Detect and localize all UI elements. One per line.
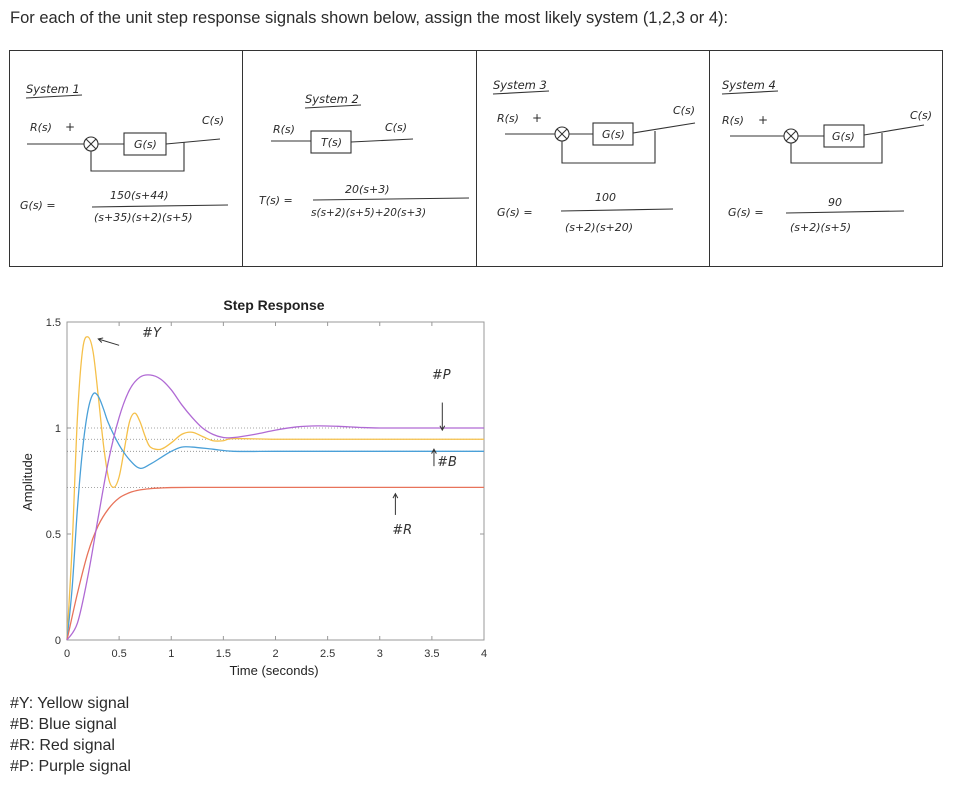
input-label: R(s) [721, 114, 744, 127]
plot-frame [67, 322, 484, 640]
x-tick-label: 0 [63, 648, 71, 660]
system-1-cell [10, 51, 243, 266]
question-text: For each of the unit step response signals shown below, assign the most likely system (1,2,3 or 4): [10, 9, 729, 27]
annotation-r: #R [392, 523, 413, 538]
y-tick-label: 1.5 [45, 317, 61, 329]
tf-numerator: 150(s+44) [110, 189, 169, 202]
sum-sign: + [757, 113, 768, 127]
x-axis-label: Time (seconds) [229, 663, 319, 678]
sum-sign: + [531, 111, 542, 125]
input-label: R(s) [30, 121, 52, 134]
block-label: G(s) [831, 130, 855, 143]
legend-item-blue: #B: Blue signal [10, 716, 117, 733]
system-title: System 4 [721, 78, 776, 92]
x-tick-label: 4 [480, 648, 488, 660]
tf-denominator: (s+35)(s+2)(s+5) [94, 211, 193, 224]
system-2-cell [243, 51, 476, 266]
legend-item-yellow: #Y: Yellow signal [10, 695, 130, 712]
input-label: R(s) [273, 123, 296, 136]
annotation-y: #Y [142, 325, 161, 341]
x-tick-label: 2 [272, 648, 279, 660]
step-response-chart [0, 290, 520, 690]
tf-lhs: G(s) = [496, 206, 533, 219]
output-label: C(s) [672, 104, 695, 117]
block-label: G(s) [134, 138, 157, 151]
tf-lhs: T(s) = [259, 194, 293, 207]
tf-denominator: (s+2)(s+20) [564, 221, 633, 234]
chart-title: Step Response [223, 297, 325, 313]
x-tick-label: 0.5 [111, 648, 127, 660]
system-3-diagram [477, 51, 709, 266]
y-tick-label: 1 [54, 423, 61, 435]
tf-denominator: (s+2)(s+5) [789, 221, 851, 234]
x-tick-label: 3.5 [424, 648, 440, 660]
chart-svg [0, 290, 520, 690]
x-tick-label: 2.5 [319, 648, 336, 660]
system-3-cell [477, 51, 710, 266]
x-tick-label: 1 [168, 648, 175, 660]
system-title: System 1 [26, 82, 80, 96]
system-4-diagram [710, 51, 942, 266]
legend-item-red: #R: Red signal [10, 737, 115, 754]
system-title: System 2 [305, 92, 360, 106]
x-tick-label: 3 [376, 648, 383, 660]
signal-legend [10, 693, 131, 777]
block-label: T(s) [321, 136, 343, 149]
y-tick-label: 0.5 [45, 529, 61, 541]
sum-sign: + [65, 120, 76, 134]
systems-table [9, 50, 943, 267]
output-label: C(s) [202, 114, 224, 127]
input-label: R(s) [496, 112, 519, 125]
annotation-b: #B [437, 455, 457, 471]
tf-numerator: 100 [594, 191, 616, 204]
block-label: G(s) [601, 128, 625, 141]
y-axis-label: Amplitude [20, 453, 35, 511]
system-title: System 3 [492, 78, 547, 92]
system-1-diagram [10, 51, 242, 266]
output-label: C(s) [909, 109, 932, 122]
tf-numerator: 20(s+3) [345, 183, 390, 196]
legend-item-purple: #P: Purple signal [10, 758, 131, 775]
tf-numerator: 90 [827, 196, 842, 209]
tf-denominator: s(s+2)(s+5)+20(s+3) [311, 207, 427, 219]
tf-lhs: G(s) = [20, 199, 56, 212]
x-tick-label: 1.5 [215, 648, 232, 660]
output-label: C(s) [385, 121, 408, 134]
annotation-p: #P [431, 368, 451, 384]
y-tick-label: 0 [54, 635, 61, 647]
tf-lhs: G(s) = [727, 206, 764, 219]
system-2-diagram [243, 51, 475, 266]
system-4-cell [710, 51, 942, 266]
